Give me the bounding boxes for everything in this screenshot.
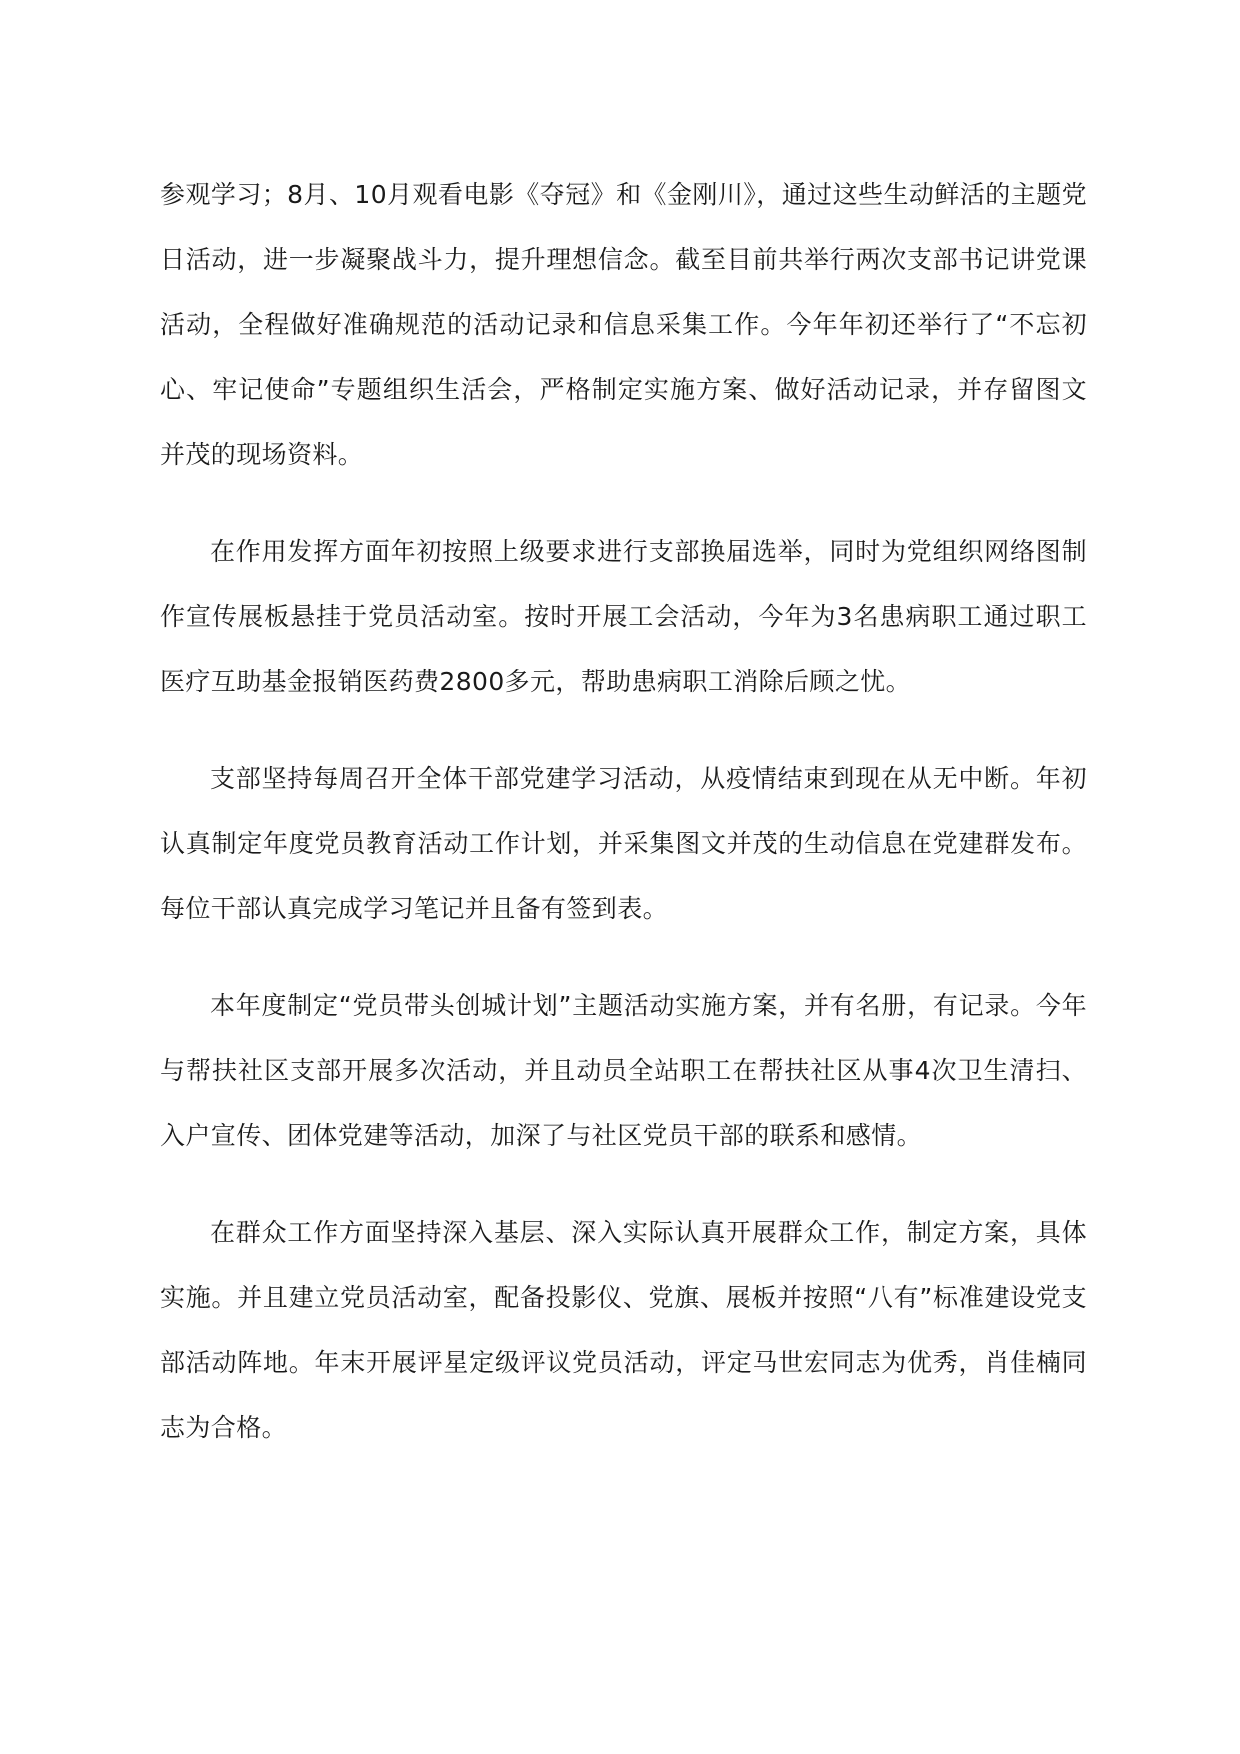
paragraph-mass-work: 在群众工作方面坚持深入基层、深入实际认真开展群众工作，制定方案，具体实施。并且建立党员活动室，配备投影仪、党旗、展板并按照“八有”标准建设党支部活动阵地。年末开展评星定级评议党员活动，评定马世宏同志为优秀，肖佳楠同志为合格。	[160, 1218, 1087, 1442]
document-page	[160, 162, 1087, 1492]
paragraph-weekly-study: 支部坚持每周召开全体干部党建学习活动，从疫情结束到现在从无中断。年初认真制定年度党员教育活动工作计划，并采集图文并茂的生动信息在党建群发布。每位干部认真完成学习笔记并且备有签到表。	[160, 764, 1087, 923]
paragraph-role-performance: 在作用发挥方面年初按照上级要求进行支部换届选举，同时为党组织网络图制作宣传展板悬挂于党员活动室。按时开展工会活动，今年为3名患病职工通过职工医疗互助基金报销医药费2800多元，帮助患病职工消除后顾之忧。	[160, 537, 1087, 696]
paragraph-continuation: 参观学习；8月、10月观看电影《夺冠》和《金刚川》，通过这些生动鲜活的主题党日活动，进一步凝聚战斗力，提升理想信念。截至目前共举行两次支部书记讲党课活动，全程做好准确规范的活动记录和信息采集工作。今年年初还举行了“不忘初心、牢记使命”专题组织生活会，严格制定实施方案、做好活动记录，并存留图文并茂的现场资料。	[160, 180, 1087, 469]
paragraph-city-creation-plan: 本年度制定“党员带头创城计划”主题活动实施方案，并有名册，有记录。今年与帮扶社区支部开展多次活动，并且动员全站职工在帮扶社区从事4次卫生清扫、入户宣传、团体党建等活动，加深了与社区党员干部的联系和感情。	[160, 991, 1087, 1150]
